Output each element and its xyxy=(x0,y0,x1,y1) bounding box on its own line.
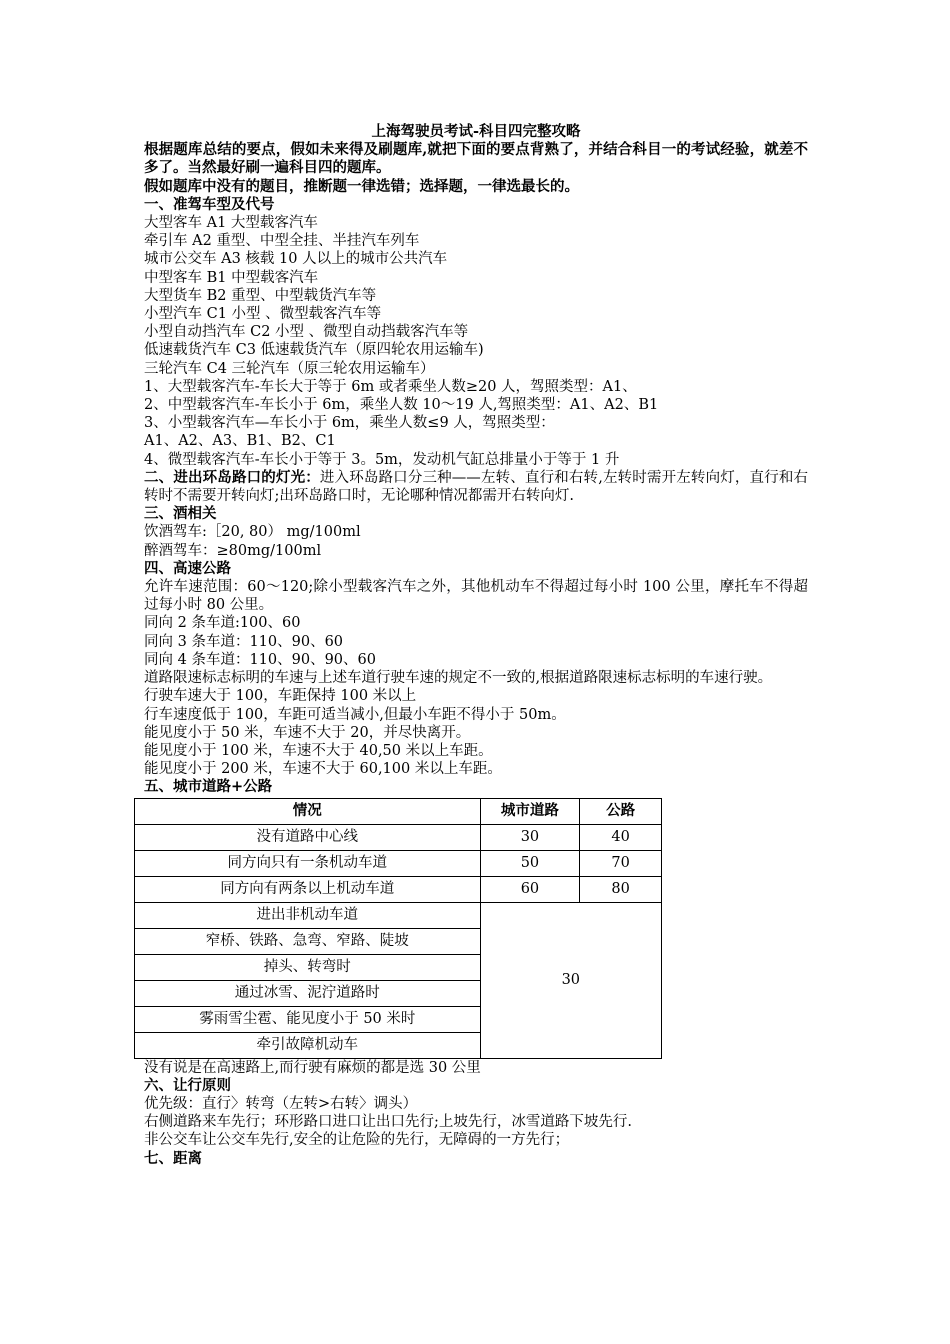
table-row xyxy=(135,850,662,876)
table-cell: 50 xyxy=(480,850,580,876)
document-body xyxy=(144,123,808,1168)
section-heading-4: 四、高速公路 xyxy=(144,559,231,577)
section6-line: 优先级：直行〉转弯（左转>右转〉调头） xyxy=(144,1095,418,1112)
table-cell: 60 xyxy=(480,876,580,902)
section4-line: 同向 2 条车道:100、60 xyxy=(144,615,301,632)
section1-line: A1、A2、A3、B1、B2、C1 xyxy=(144,433,336,450)
section4-line: 行驶车速大于 100，车距保持 100 米以上 xyxy=(144,688,417,705)
section6-line: 非公交车让公交车先行,安全的让危险的先行，无障碍的一方先行； xyxy=(144,1132,570,1149)
speed-limit-table xyxy=(134,798,662,1059)
table-header-cell: 城市道路 xyxy=(480,798,580,824)
section6-line: 右侧道路来车先行；环形路口进口让出口先行;上坡先行，冰雪道路下坡先行. xyxy=(144,1114,632,1131)
table-cell: 40 xyxy=(580,824,662,850)
section1-line: 小型汽车 C1 小型 、微型载客汽车等 xyxy=(144,306,382,323)
section1-line: 中型客车 B1 中型载客汽车 xyxy=(144,269,319,286)
section4-line: 能见度小于 50 米，车速不大于 20，并尽快离开。 xyxy=(144,724,471,741)
section4-line: 能见度小于 200 米，车速不大于 60,100 米以上车距。 xyxy=(144,761,502,778)
table-header-cell: 情况 xyxy=(135,798,481,824)
table-cell: 没有道路中心线 xyxy=(135,824,481,850)
intro-paragraph-1: 根据题库总结的要点，假如未来得及刷题库,就把下面的要点背熟了，并结合科目一的考试经验，就差不多了。当然最好刷一遍科目四的题库。 xyxy=(144,141,808,177)
section-heading-6: 六、让行原则 xyxy=(144,1076,231,1094)
table-cell: 掉头、转弯时 xyxy=(135,954,481,980)
table-cell: 80 xyxy=(580,876,662,902)
table-cell: 牵引故障机动车 xyxy=(135,1032,481,1058)
section1-line: 大型客车 A1 大型载客汽车 xyxy=(144,215,318,232)
section-heading-5: 五、城市道路+公路 xyxy=(144,778,273,796)
section1-line: 小型自动挡汽车 C2 小型 、微型自动挡载客汽车等 xyxy=(144,324,469,341)
table-cell: 同方向只有一条机动车道 xyxy=(135,850,481,876)
section1-line: 1、大型载客汽车-车长大于等于 6m 或者乘坐人数≥20 人，驾照类型：A1、 xyxy=(144,378,637,395)
table-row xyxy=(135,824,662,850)
section3-line: 饮酒驾车:［20, 80） mg/100ml xyxy=(144,524,361,541)
table-cell: 窄桥、铁路、急弯、窄路、陡坡 xyxy=(135,928,481,954)
section1-line: 牵引车 A2 重型、中型全挂、半挂汽车列车 xyxy=(144,233,420,250)
section1-line: 2、中型载客汽车-车长小于 6m，乘坐人数 10～19 人,驾照类型：A1、A2、B1 xyxy=(144,397,659,414)
table-cell: 进出非机动车道 xyxy=(135,902,481,928)
section3-line: 醉酒驾车：≥80mg/100ml xyxy=(144,542,322,559)
section4-line: 允许车速范围：60～120;除小型载客汽车之外，其他机动车不得超过每小时 100 公里，摩托车不得超过每小时 80 公里。 xyxy=(144,579,808,614)
section4-line: 能见度小于 100 米，车速不大于 40,50 米以上车距。 xyxy=(144,742,493,759)
table-row xyxy=(135,902,662,928)
section-heading-3: 三、酒相关 xyxy=(144,505,217,523)
section1-line: 城市公交车 A3 核载 10 人以上的城市公共汽车 xyxy=(144,251,448,268)
table-cell: 同方向有两条以上机动车道 xyxy=(135,876,481,902)
section2-text: 进入环岛路口分三种——左转、直行和右转,左转时需开左转向灯，直行和右转时不需要开转向灯;出环岛路口时，无论哪种情况都需开右转向灯. xyxy=(144,469,809,505)
section4-line: 同向 4 条车道：110、90、90、60 xyxy=(144,651,376,668)
section4-line: 道路限速标志标明的车速与上述车道行驶车速的规定不一致的,根据道路限速标志标明的车速行驶。 xyxy=(144,670,773,687)
section5-note: 没有说是在高速路上,而行驶有麻烦的都是选 30 公里 xyxy=(144,1059,481,1076)
table-cell: 雾雨雪尘雹、能见度小于 50 米时 xyxy=(135,1006,481,1032)
table-header-cell: 公路 xyxy=(580,798,662,824)
section-heading-7: 七、距离 xyxy=(144,1149,202,1167)
section4-line: 同向 3 条车道：110、90、60 xyxy=(144,633,344,650)
document-title: 上海驾驶员考试-科目四完整攻略 xyxy=(371,123,581,140)
table-cell: 通过冰雪、泥泞道路时 xyxy=(135,980,481,1006)
section4-line: 行车速度低于 100，车距可适当减小,但最小车距不得小于 50m。 xyxy=(144,706,566,723)
table-header-row xyxy=(135,798,662,824)
intro-paragraph-2: 假如题库中没有的题目，推断题一律选错；选择题，一律选最长的。 xyxy=(144,177,579,195)
section2-paragraph xyxy=(144,469,808,505)
table-row xyxy=(135,876,662,902)
merged-value-cell: 30 xyxy=(480,902,661,1058)
section1-line: 三轮汽车 C4 三轮汽车（原三轮农用运输车） xyxy=(144,360,435,377)
table-cell: 70 xyxy=(580,850,662,876)
section-heading-2: 二、进出环岛路口的灯光： xyxy=(144,468,320,486)
section1-line: 低速载货汽车 C3 低速载货汽车（原四轮农用运输车) xyxy=(144,342,484,359)
section1-line: 3、小型载客汽车—车长小于 6m，乘坐人数≤9 人，驾照类型： xyxy=(144,415,555,432)
table-cell: 30 xyxy=(480,824,580,850)
section1-line: 4、微型载客汽车-车长小于等于 3。5m，发动机气缸总排量小于等于 1 升 xyxy=(144,451,620,468)
section1-line: 大型货车 B2 重型、中型载货汽车等 xyxy=(144,287,377,304)
section-heading-1: 一、准驾车型及代号 xyxy=(144,195,275,213)
